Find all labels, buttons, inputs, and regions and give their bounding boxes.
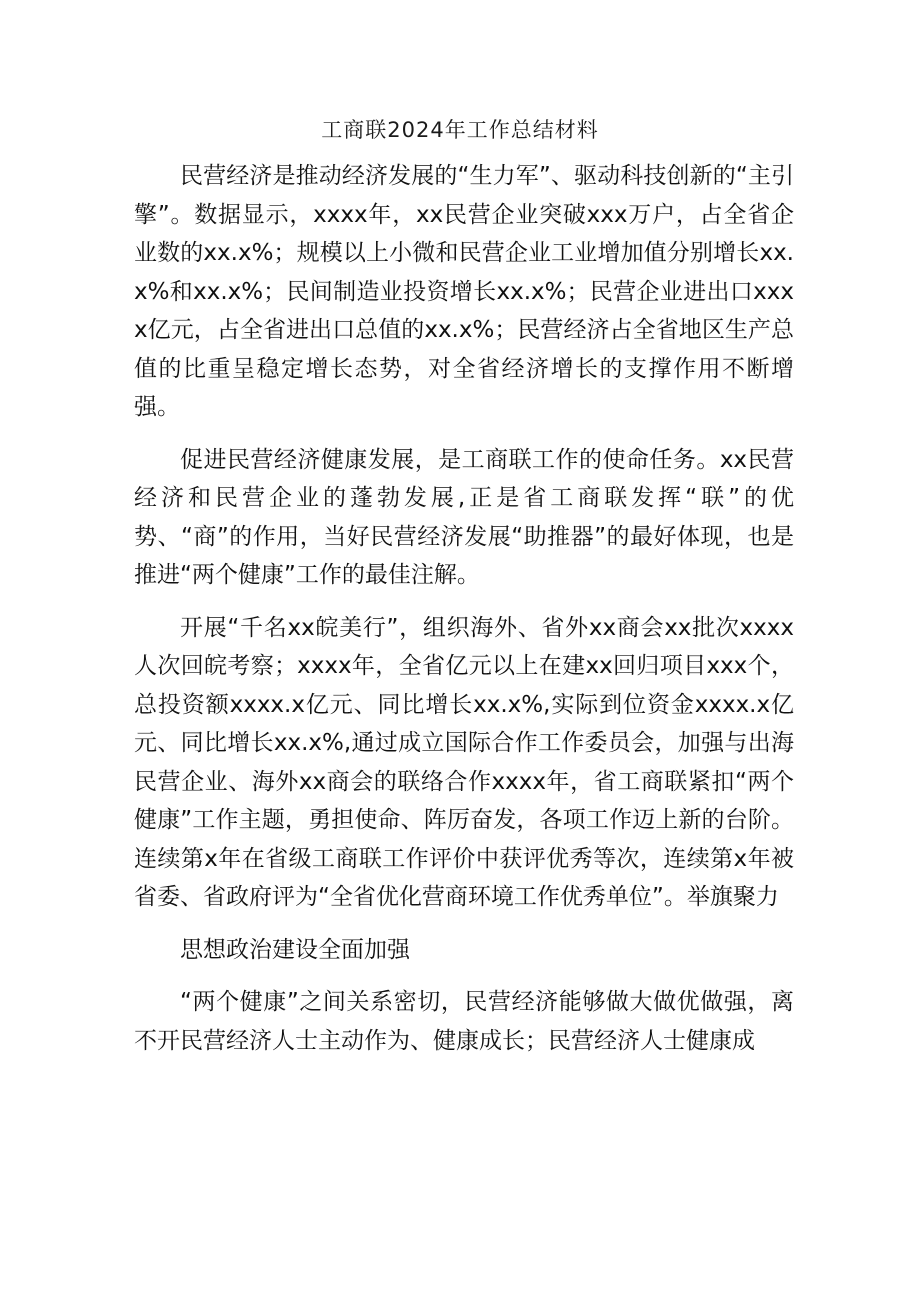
- paragraph-mission: 促进民营经济健康发展，是工商联工作的使命任务。xx民营经济和民营企业的蓬勃发展,正是省工商联发挥“联”的优势、“商”的作用，当好民营经济发展“助推器”的最好体现，也是推进“两个健康”工作的最佳注解。: [134, 446, 794, 588]
- paragraph-two-healths: “两个健康”之间关系密切，民营经济能够做大做优做强，离不开民营经济人士主动作为、健康成长；民营经济人士健康成: [134, 989, 794, 1054]
- paragraph-private-economy-data: 民营经济是推动经济发展的“生力军”、驱动科技创新的“主引擎”。数据显示，xxxx年，xx民营企业突破xxx万户，占全省企业数的xx.x%；规模以上小微和民营企业工业增加值分别增长xx.x%和xx.x%；民间制造业投资增长xx.x%；民营企业进出口xxxx亿元，占全省进出口总值的xx.x%；民营经济占全省地区生产总值的比重呈稳定增长态势，对全省经济增长的支撑作用不断增强。: [134, 163, 794, 420]
- section-heading: 思想政治建设全面加强: [180, 936, 410, 963]
- document-title: 工商联2024年工作总结材料: [321, 118, 599, 142]
- paragraph-activities: 开展“千名xx皖美行”，组织海外、省外xx商会xx批次xxxx人次回皖考察；xxxx年，全省亿元以上在建xx回归项目xxx个，总投资额xxxx.x亿元、同比增长xx.x%,实际到位资金xxxx.x亿元、同比增长xx.x%,通过成立国际合作工作委员会，加强与出海民营企业、海外xx商会的联络合作xxxx年，省工商联紧扣“两个健康”工作主题，勇担使命、阵厉奋发，各项工作迈上新的台阶。连续第x年在省级工商联工作评价中获评优秀等次，连续第x年被省委、省政府评为“全省优化营商环境工作优秀单位”。举旗聚力: [134, 614, 794, 910]
- document-body: [134, 157, 794, 1060]
